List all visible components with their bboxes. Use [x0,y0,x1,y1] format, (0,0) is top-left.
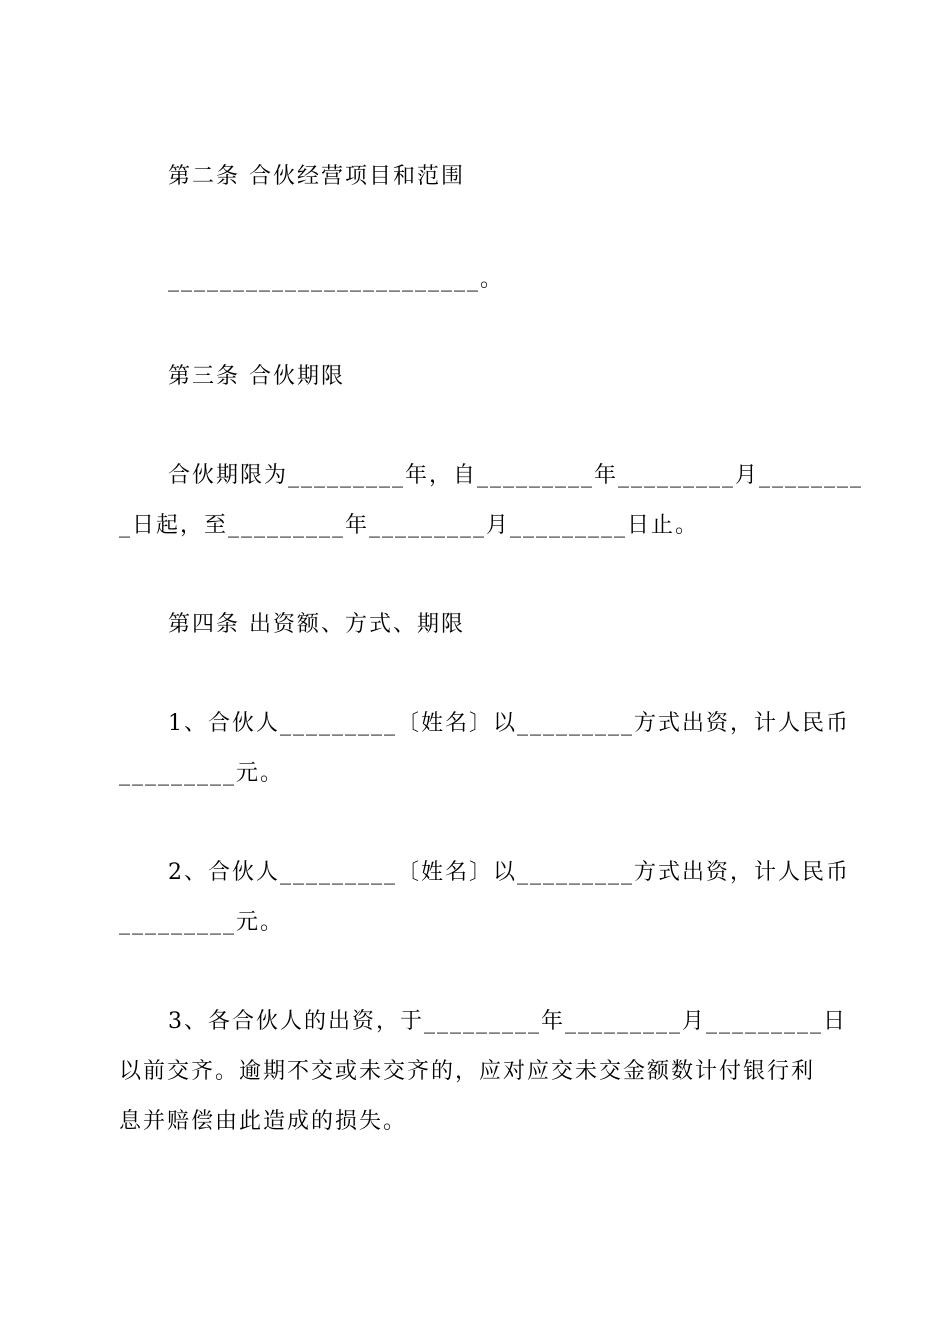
article-4-item-3-line-1: 3、各合伙人的出资，于_________年_________月_________日 [168,1009,847,1034]
article-3-heading: 第三条 合伙期限 [168,364,345,389]
article-4-heading: 第四条 出资额、方式、期限 [168,612,465,637]
article-4-item-3-line-3: 息并赔偿由此造成的损失。 [119,1109,408,1134]
article-4-item-1-line-1: 1、合伙人_________〔姓名〕以_________方式出资，计人民币 [168,711,850,736]
article-4-item-2-line-2: _________元。 [119,910,285,935]
article-2-heading: 第二条 合伙经营项目和范围 [168,164,465,189]
article-4-item-2-line-1: 2、合伙人_________〔姓名〕以_________方式出资，计人民币 [168,860,850,885]
article-4-item-3-line-2: 以前交齐。逾期不交或未交齐的，应对应交未交金额数计付银行利 [119,1059,816,1084]
article-3-text-line-1: 合伙期限为_________年，自_________年_________月________ [168,463,864,488]
article-4-item-1-line-2: _________元。 [119,761,285,786]
article-2-blank-line: ________________________。 [168,267,505,292]
article-3-text-line-2: _日起，至_________年_________月_________日止。 [119,513,700,538]
